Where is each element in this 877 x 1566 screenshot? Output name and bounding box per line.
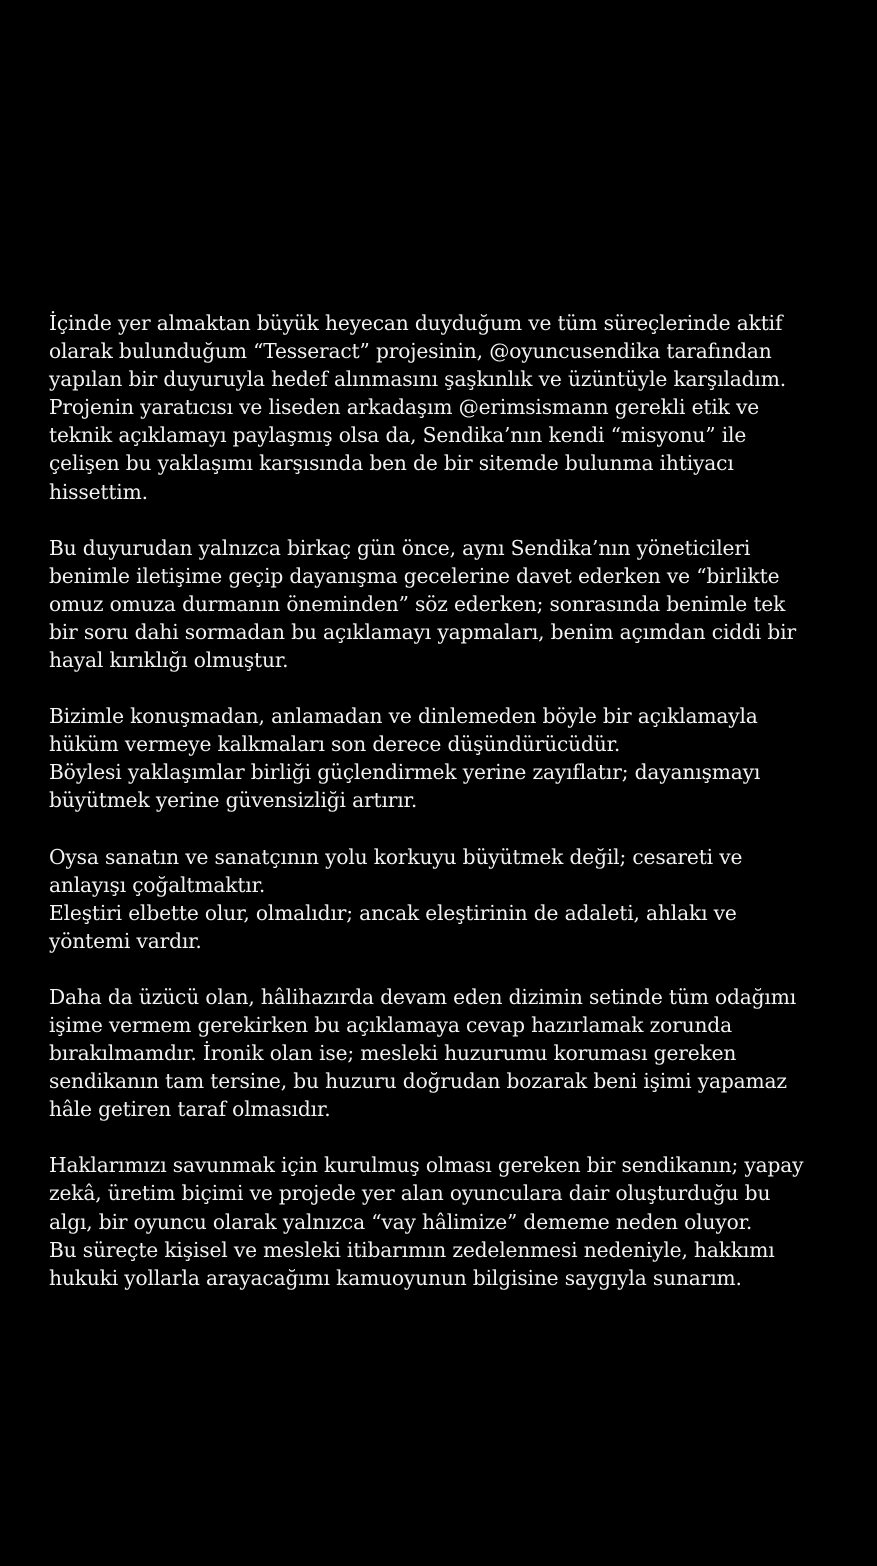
text-line: hukuki yollarla arayacağımı kamuoyunun bilgisine saygıyla sunarım.: [49, 1265, 742, 1290]
text-line: hâle getiren taraf olmasıdır.: [49, 1097, 331, 1122]
statement-body: [49, 309, 849, 1320]
text-line: bırakılmamdır. İronik olan ise; mesleki huzurumu koruması gereken: [49, 1041, 737, 1066]
text-line: benimle iletişime geçip dayanışma gecelerine davet ederken ve “birlikte: [49, 563, 780, 588]
text-line: zekâ, üretim biçimi ve projede yer alan oyunculara dair oluşturduğu bu: [49, 1181, 771, 1206]
text-line: olarak bulunduğum “Tesseract” projesinin, @oyuncusendika tarafından: [49, 339, 772, 364]
text-line: sendikanın tam tersine, bu huzuru doğrudan bozarak beni işimi yapamaz: [49, 1069, 787, 1094]
text-line: Haklarımızı savunmak için kurulmuş olması gereken bir sendikanın; yapay: [49, 1153, 804, 1178]
paragraph-2: [49, 534, 849, 674]
text-line: Oysa sanatın ve sanatçının yolu korkuyu büyütmek değil; cesareti ve: [49, 844, 743, 869]
paragraph-6: [49, 1151, 849, 1291]
text-line: omuz omuza durmanın öneminden” söz ederken; sonrasında benimle tek: [49, 591, 786, 616]
text-line: çelişen bu yaklaşımı karşısında ben de bir sitemde bulunma ihtiyacı: [49, 451, 734, 476]
text-line: Böylesi yaklaşımlar birliği güçlendirmek yerine zayıflatır; dayanışmayı: [49, 760, 761, 785]
text-line: Projenin yaratıcısı ve liseden arkadaşım @erimsismann gerekli etik ve: [49, 395, 760, 420]
text-line: anlayışı çoğaltmaktır.: [49, 872, 266, 897]
text-line: yöntemi vardır.: [49, 928, 202, 953]
text-line: algı, bir oyuncu olarak yalnızca “vay hâlimize” dememe neden oluyor.: [49, 1209, 753, 1234]
text-line: Eleştiri elbette olur, olmalıdır; ancak eleştirinin de adaleti, ahlakı ve: [49, 900, 737, 925]
text-line: büyütmek yerine güvensizliği artırır.: [49, 788, 418, 813]
text-line: hayal kırıklığı olmuştur.: [49, 648, 289, 673]
paragraph-5: [49, 983, 849, 1123]
text-line: İçinde yer almaktan büyük heyecan duyduğum ve tüm süreçlerinde aktif: [49, 311, 783, 335]
text-line: Bizimle konuşmadan, anlamadan ve dinlemeden böyle bir açıklamayla: [49, 704, 758, 729]
text-line: yapılan bir duyuruyla hedef alınmasını şaşkınlık ve üzüntüyle karşıladım.: [49, 367, 786, 392]
text-line: hissettim.: [49, 479, 148, 504]
text-line: bir soru dahi sormadan bu açıklamayı yapmaları, benim açımdan ciddi bir: [49, 619, 796, 644]
paragraph-1: [49, 309, 849, 506]
text-line: işime vermem gerekirken bu açıklamaya cevap hazırlamak zorunda: [49, 1012, 732, 1037]
text-line: teknik açıklamayı paylaşmış olsa da, Sendika’nın kendi “misyonu” ile: [49, 423, 747, 448]
paragraph-4: [49, 843, 849, 955]
text-line: Bu süreçte kişisel ve mesleki itibarımın zedelenmesi nedeniyle, hakkımı: [49, 1237, 775, 1262]
paragraph-3: [49, 702, 849, 814]
text-line: hüküm vermeye kalkmaları son derece düşündürücüdür.: [49, 732, 621, 757]
text-line: Daha da üzücü olan, hâlihazırda devam eden dizimin setinde tüm odağımı: [49, 984, 797, 1009]
text-line: Bu duyurudan yalnızca birkaç gün önce, aynı Sendika’nın yöneticileri: [49, 535, 751, 560]
